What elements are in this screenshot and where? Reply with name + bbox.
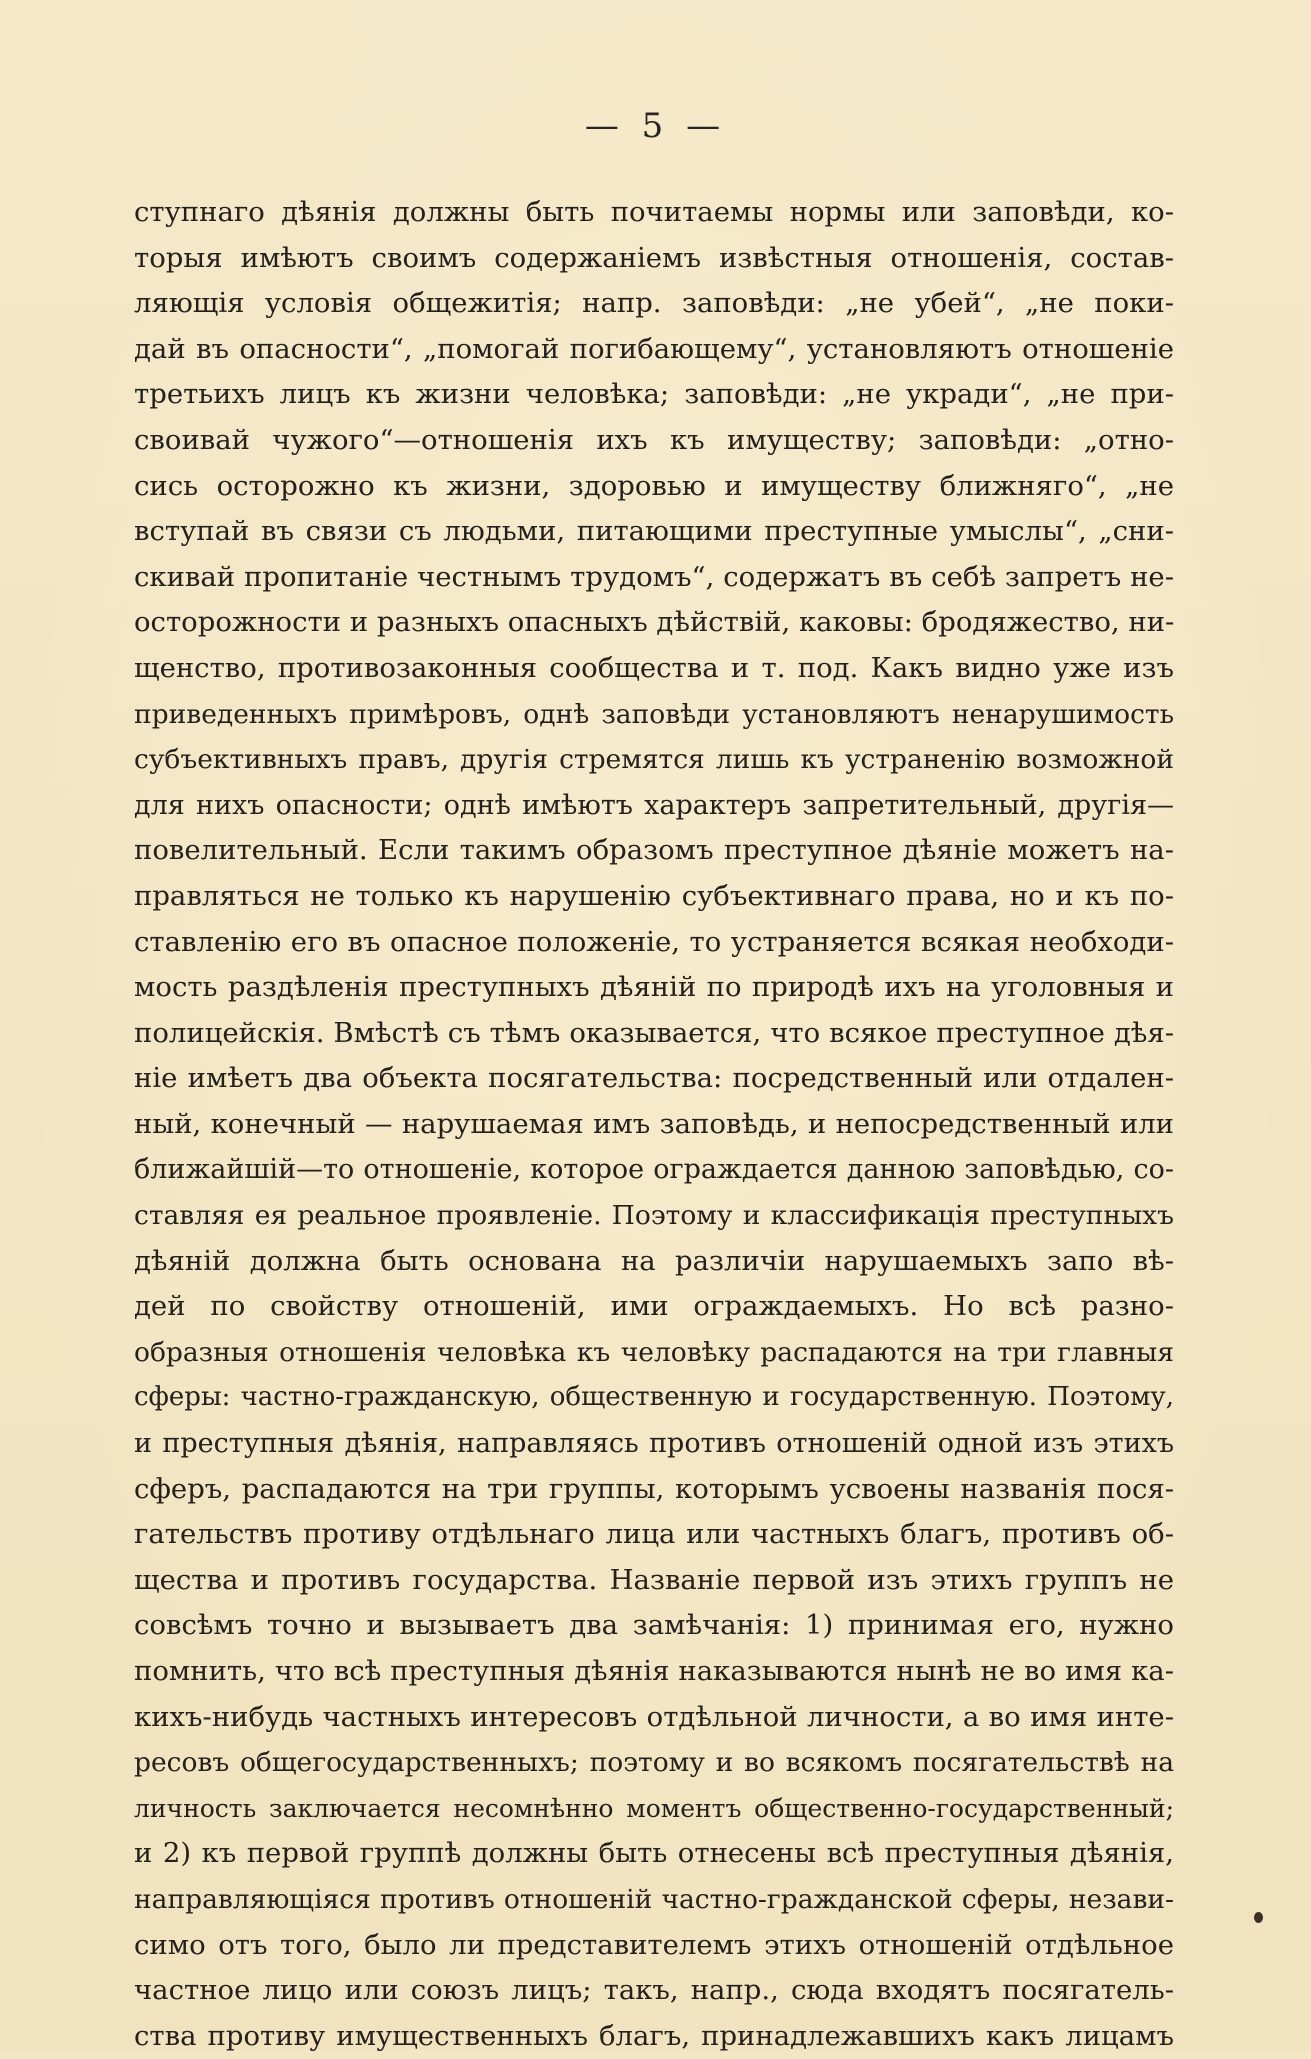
text-line: полицейскія. Вмѣстѣ съ тѣмъ оказывается, что всякое преступное дѣя- [134, 1016, 1174, 1049]
text-line: третьихъ лицъ къ жизни человѣка; заповѣди: „не укради“, „не при- [134, 378, 1174, 411]
text-line: гательствъ противу отдѣльнаго лица или частныхъ благъ, противъ об- [134, 1518, 1174, 1551]
text-line: повелительный. Если такимъ образомъ преступное дѣяніе можетъ на- [134, 834, 1174, 867]
text-line: торыя имѣютъ своимъ содержаніемъ извѣстныя отношенія, состав- [134, 241, 1174, 274]
text-line: ства противу имущественныхъ благъ, принадлежавшихъ какъ лицамъ [134, 2019, 1174, 2052]
text-line: ляющія условія общежитія; напр. заповѣди: „не убей“, „не поки- [134, 287, 1174, 320]
text-line: личность заключается несомнѣнно моментъ общественно-государственный; [134, 1793, 1174, 1823]
text-line: дей по свойству отношеній, ими ограждаемыхъ. Но всѣ разно- [134, 1290, 1174, 1323]
text-line: образныя отношенія человѣка къ человѣку распадаются на три главныя [134, 1336, 1174, 1368]
text-line: скивай пропитаніе честнымъ трудомъ“, содержатъ въ себѣ запретъ не- [134, 560, 1174, 593]
text-line: вступай въ связи съ людьми, питающими преступные умыслы“, „сни- [134, 515, 1174, 548]
text-line: ресовъ общегосударственныхъ; поэтому и во всякомъ посягательствѣ на [134, 1747, 1174, 1779]
text-line: совсѣмъ точно и вызываетъ два замѣчанія: 1) принимая его, нужно [134, 1609, 1174, 1642]
text-line: для нихъ опасности; однѣ имѣютъ характеръ запретительный, другія— [134, 789, 1174, 821]
text-line: направляющіяся противъ отношеній частно-гражданской сферы, незави- [134, 1883, 1174, 1915]
text-line: симо отъ того, было ли представителемъ этихъ отношеній отдѣльное [134, 1928, 1174, 1961]
page-number: — 5 — [584, 106, 727, 146]
text-line: и преступныя дѣянія, направляясь противъ отношеній одной изъ этихъ [134, 1428, 1174, 1460]
text-line: ставляя ея реальное проявленіе. Поэтому и классификація преступныхъ [134, 1200, 1174, 1232]
text-line: дай въ опасности“, „помогай погибающему“, установляютъ отношеніе [134, 332, 1174, 365]
text-line: приведенныхъ примѣровъ, однѣ заповѣди установляютъ ненарушимость [134, 698, 1174, 730]
text-line: кихъ-нибудь частныхъ интересовъ отдѣльной личности, а во имя инте- [134, 1700, 1174, 1733]
text-line: ступнаго дѣянія должны быть почитаемы нормы или заповѣди, ко- [134, 196, 1174, 228]
text-line: помнить, что всѣ преступныя дѣянія наказываются нынѣ не во имя ка- [134, 1655, 1174, 1687]
text-line: ставленію его въ опасное положеніе, то устраняется всякая необходи- [134, 925, 1174, 958]
ink-speck [1254, 1912, 1263, 1923]
text-line: щества и противъ государства. Названіе первой изъ этихъ группъ не [134, 1563, 1174, 1596]
text-line: мость раздѣленія преступныхъ дѣяній по природѣ ихъ на уголовныя и [134, 971, 1174, 1004]
text-line: сферы: частно-гражданскую, общественную и государственную. Поэтому, [134, 1382, 1174, 1413]
text-line: ближайшій—то отношеніе, которое ограждается данною заповѣдью, со- [134, 1154, 1174, 1186]
text-line: ный, конечный — нарушаемая имъ заповѣдь, и непосредственный или [134, 1107, 1174, 1140]
text-line: сферъ, распадаются на три группы, которымъ усвоены названія пося- [134, 1472, 1174, 1505]
text-line: и 2) къ первой группѣ должны быть отнесены всѣ преступныя дѣянія, [134, 1837, 1174, 1870]
text-line: осторожности и разныхъ опасныхъ дѣйствій, каковы: бродяжество, ни- [134, 606, 1174, 639]
text-line: ніе имѣетъ два объекта посягательства: посредственный или отдален- [134, 1062, 1174, 1095]
text-line: субъективныхъ правъ, другія стремятся лишь къ устраненію возможной [134, 744, 1174, 776]
text-line: дѣяній должна быть основана на различіи нарушаемыхъ запо вѣ- [134, 1244, 1174, 1277]
text-line: щенство, противозаконныя сообщества и т. под. Какъ видно уже изъ [134, 651, 1174, 684]
text-body [134, 190, 1174, 2059]
text-line: сись осторожно къ жизни, здоровью и имуществу ближняго“, „не [134, 469, 1174, 502]
text-line: частное лицо или союзъ лицъ; такъ, напр., сюда входятъ посягатель- [134, 1974, 1174, 2007]
text-line: своивай чужого“—отношенія ихъ къ имуществу; заповѣди: „отно- [134, 423, 1174, 456]
text-line: правляться не только къ нарушенію субъективнаго права, но и къ по- [134, 879, 1174, 912]
